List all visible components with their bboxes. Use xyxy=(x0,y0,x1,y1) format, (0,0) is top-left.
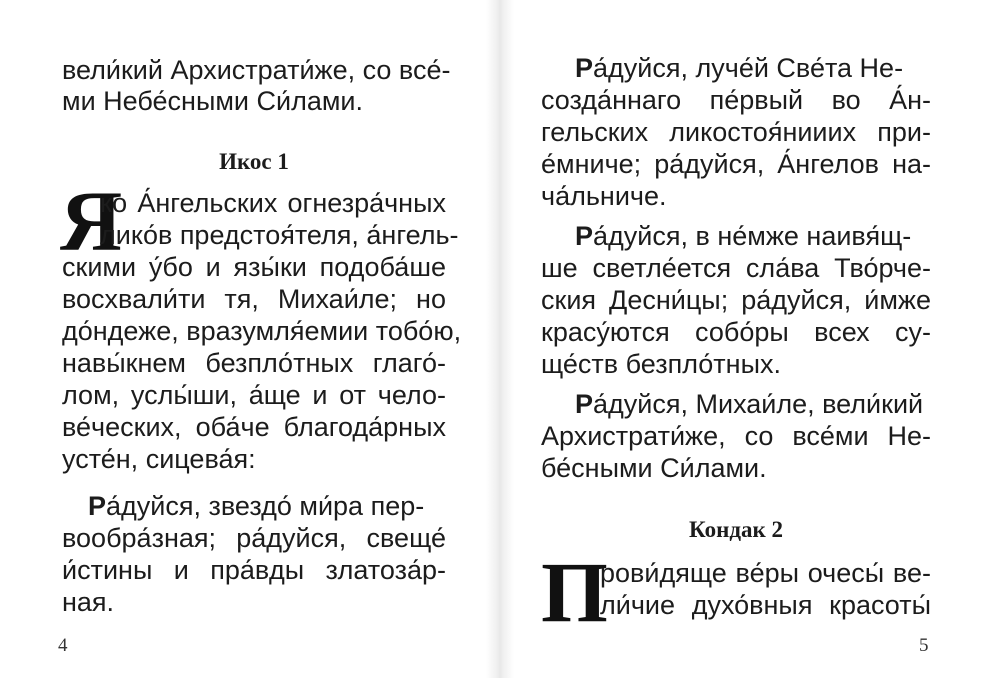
text-line: ве́ческих, оба́че благода́рных xyxy=(62,412,446,442)
text-line: созда́ннаго пе́рвый во А́н- xyxy=(541,85,931,115)
text-line: до́ндеже, вразумля́емии тобо́ю, xyxy=(62,316,462,346)
text-line: и́стины и пра́вды златоза́р- xyxy=(62,555,446,585)
text-line: бе́сными Си́лами. xyxy=(541,453,767,483)
rejoice-line xyxy=(541,388,931,420)
text-line: вообра́зная; ра́дуйся, свеще́ xyxy=(62,523,446,553)
text-line: навы́кнем безпло́тных глаго́- xyxy=(62,348,446,378)
drop-cap: Я xyxy=(60,173,123,269)
ikos-heading: Икос 1 xyxy=(219,149,289,174)
text-line: лом, услы́ши, а́ще и от чело- xyxy=(62,380,446,410)
text-line: лико́в предстоя́теля, а́нгель- xyxy=(100,220,459,250)
rejoice-line xyxy=(541,220,931,252)
page-number: 5 xyxy=(919,635,929,656)
text-line: красу́ются собо́ры всех су- xyxy=(541,317,931,347)
text-segment: а́дуйся, звездо́ ми́ра пер- xyxy=(106,491,425,521)
bold-initial: Р xyxy=(575,389,594,419)
text-line: ли́чие духо́вныя красоты́ xyxy=(600,590,931,620)
text-segment: а́дуйся, Михаи́ле, вели́кий xyxy=(593,389,924,419)
text-line: гельских ликостоя́нииих при- xyxy=(541,117,931,147)
text-line: рови́дяще ве́ры очесы́ ве- xyxy=(600,558,931,588)
bold-initial: Р xyxy=(575,221,594,251)
text-line: ная. xyxy=(62,587,115,617)
bold-initial: Р xyxy=(88,491,107,521)
text-line: е́мниче; ра́дуйся, А́нгелов на- xyxy=(541,149,931,179)
text-line: усте́н, сицева́я: xyxy=(62,444,256,474)
right-page xyxy=(500,0,1000,678)
text-line: ча́льниче. xyxy=(541,181,667,211)
text-line: вели́кий Архистрати́же, со все́- xyxy=(62,55,451,85)
text-line: ко А́нгельских огнезра́чных xyxy=(100,188,446,218)
kondak-heading: Кондак 2 xyxy=(689,517,783,542)
text-line: ше светле́ется сла́ва Тво́рче- xyxy=(541,253,931,283)
text-line: ми Небе́сными Си́лами. xyxy=(62,86,363,116)
drop-cap: П xyxy=(541,544,608,640)
text-segment: а́дуйся, луче́й Све́та Не- xyxy=(593,53,904,83)
text-line: ския Десни́цы; ра́дуйся, и́мже xyxy=(541,285,931,315)
text-line: скими у́бо и язы́ки подоба́ше xyxy=(62,252,446,282)
rejoice-line xyxy=(541,52,931,84)
text-line: ще́ств безпло́тных. xyxy=(541,349,781,379)
text-line: Архистрати́же, со все́ми Не- xyxy=(541,421,931,451)
bold-initial: Р xyxy=(575,53,594,83)
text-segment: а́дуйся, в не́мже наивя́щ- xyxy=(593,221,912,251)
text-line: восхвали́ти тя, Михаи́ле; но xyxy=(62,284,446,314)
page-number: 4 xyxy=(58,635,68,656)
rejoice-line xyxy=(62,490,446,522)
